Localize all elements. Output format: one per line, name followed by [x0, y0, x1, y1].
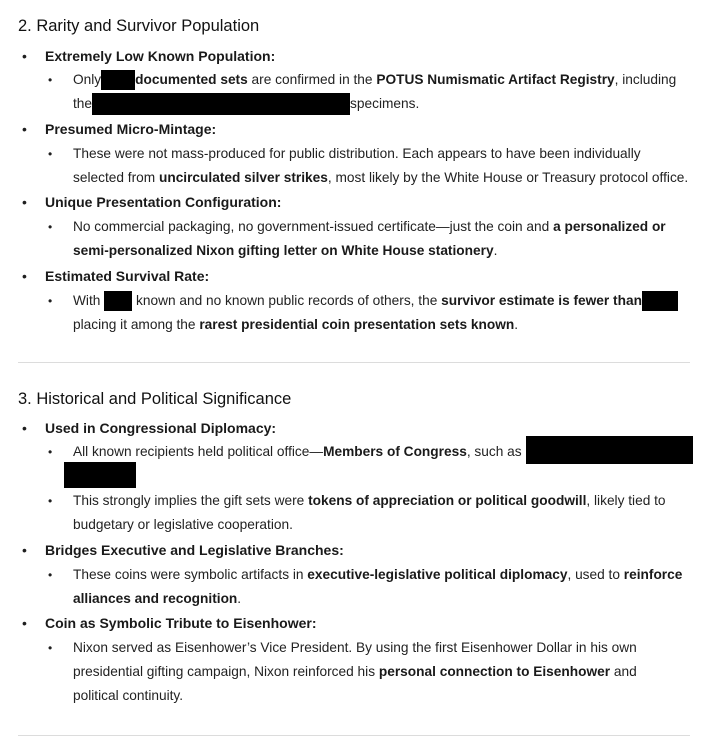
redaction-bar: [64, 462, 136, 488]
bullet-icon: •: [48, 294, 53, 308]
bullet-icon: •: [48, 494, 53, 508]
redaction-bar: [642, 291, 678, 311]
item-label: Extremely Low Known Population:: [45, 48, 276, 64]
section-heading: 2. Rarity and Survivor Population: [18, 17, 260, 35]
text-line: budgetary or legislative cooperation.: [73, 517, 293, 532]
section-divider: [18, 735, 690, 736]
text-line: Nixon served as Eisenhower’s Vice President. By using the first Eisenhower Dollar in his own: [73, 640, 637, 655]
text-line: political continuity.: [73, 688, 184, 703]
item-label: Bridges Executive and Legislative Branches:: [45, 542, 344, 558]
redaction-bar: [92, 93, 350, 115]
redaction-bar: [104, 291, 132, 311]
text-line: These coins were symbolic artifacts in executive-legislative political diplomacy, used to reinforce: [73, 567, 683, 582]
text-line: Only documented sets are confirmed in the POTUS Numismatic Artifact Registry, including: [73, 68, 676, 93]
text-line: These were not mass-produced for public distribution. Each appears to have been individually: [73, 146, 641, 161]
bullet-icon: •: [48, 220, 53, 234]
bullet-icon: •: [48, 147, 53, 161]
bullet-icon: •: [48, 568, 53, 582]
text-line: placing it among the rarest presidential coin presentation sets known.: [73, 317, 519, 332]
text-line: presidential gifting campaign, Nixon reinforced his personal connection to Eisenhower and: [73, 664, 637, 679]
text-line: With known and no known public records of others, the survivor estimate is fewer than: [73, 289, 678, 314]
bullet-icon: •: [48, 445, 53, 459]
bullet-icon: •: [22, 420, 27, 436]
bullet-icon: •: [22, 542, 27, 558]
bullet-icon: •: [48, 73, 53, 87]
bullet-icon: •: [22, 121, 27, 137]
redaction-bar: [526, 436, 693, 464]
item-label: Unique Presentation Configuration:: [45, 194, 282, 210]
bullet-icon: •: [48, 641, 53, 655]
text-line: This strongly implies the gift sets were tokens of appreciation or political goodwill, likely tied to: [73, 493, 666, 508]
bullet-icon: •: [22, 268, 27, 284]
item-label: Presumed Micro-Mintage:: [45, 121, 217, 137]
text-line: No commercial packaging, no government-issued certificate—just the coin and a personalized or: [73, 219, 666, 234]
bullet-icon: •: [22, 615, 27, 631]
text-line: the specimens.: [73, 92, 419, 117]
text-line: alliances and recognition.: [73, 591, 242, 606]
item-label: Estimated Survival Rate:: [45, 268, 210, 284]
text-line: selected from uncirculated silver strikes, most likely by the White House or Treasury protocol office.: [73, 170, 689, 185]
text-line: semi-personalized Nixon gifting letter on White House stationery.: [73, 243, 498, 258]
item-label: Coin as Symbolic Tribute to Eisenhower:: [45, 615, 317, 631]
bullet-icon: •: [22, 194, 27, 210]
item-label: Used in Congressional Diplomacy:: [45, 420, 277, 436]
section-heading: 3. Historical and Political Significance: [18, 390, 292, 408]
redaction-bar: [101, 70, 135, 90]
bullet-icon: •: [22, 48, 27, 64]
section-divider: [18, 362, 690, 363]
text-line: All known recipients held political office—Members of Congress, such as: [73, 444, 522, 459]
